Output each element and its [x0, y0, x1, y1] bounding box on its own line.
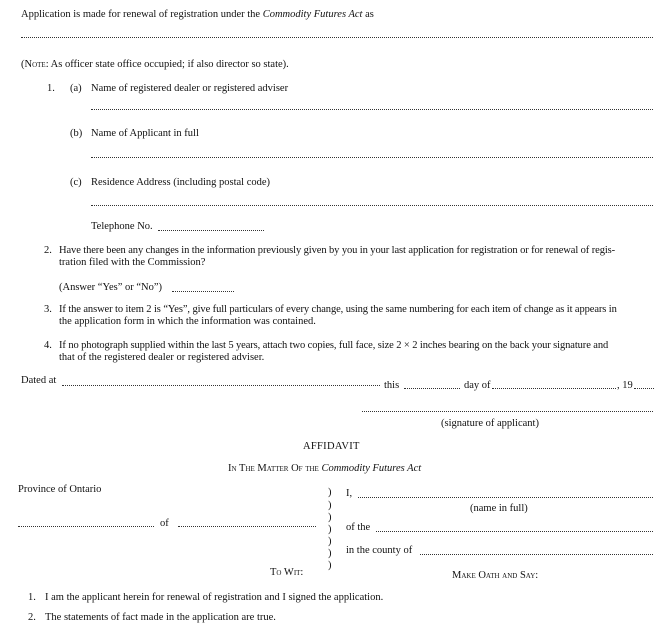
of-the-label: of the — [346, 522, 371, 533]
signature-field[interactable] — [362, 411, 653, 412]
province-label: Province of Ontario — [18, 484, 102, 495]
brace-paren: ) — [328, 560, 332, 571]
year-field[interactable] — [634, 388, 654, 389]
note: (Note: As officer state office occupied; if also director so state). — [21, 59, 289, 70]
intro-blank-line[interactable] — [21, 37, 653, 38]
telephone-field[interactable] — [158, 230, 264, 231]
telephone-label: Telephone No. — [91, 221, 153, 232]
year-prefix: , 19 — [617, 380, 633, 391]
item-1a-label: (a) — [70, 83, 82, 94]
item-2-line2: tration filed with the Commission? — [59, 257, 206, 268]
of-the-field[interactable] — [376, 531, 653, 532]
day-of-label: day of — [464, 380, 491, 391]
county-field[interactable] — [420, 554, 653, 555]
matter-line: In The Matter Of the Commodity Futures Act — [228, 463, 422, 474]
month-field[interactable] — [492, 388, 616, 389]
item-1b-text: Name of Applicant in full — [91, 128, 199, 139]
county-label: in the county of — [346, 545, 413, 556]
province-blank-field[interactable] — [18, 526, 154, 527]
item-2-line1: Have there been any changes in the information previously given by you in your last application for registration or for renewal of regis- — [59, 245, 616, 256]
signature-caption: (signature of applicant) — [441, 418, 539, 429]
item-3-line2: the application form in which the information was contained. — [59, 316, 316, 327]
brace-paren: ) — [328, 500, 332, 511]
affidavit-title: AFFIDAVIT — [303, 441, 360, 452]
brace-paren: ) — [328, 512, 332, 523]
brace-paren: ) — [328, 536, 332, 547]
day-field[interactable] — [404, 388, 460, 389]
brace-paren: ) — [328, 487, 332, 498]
item-1-number: 1. — [47, 83, 55, 94]
item-3-number: 3. — [44, 304, 52, 315]
statement-1-number: 1. — [28, 592, 36, 603]
of-field[interactable] — [178, 526, 316, 527]
brace-paren: ) — [328, 524, 332, 535]
residence-address-field[interactable] — [91, 205, 653, 206]
answer-label: (Answer “Yes” or “No”) — [59, 282, 163, 293]
item-1c-text: Residence Address (including postal code) — [91, 177, 271, 188]
dated-at-label: Dated at — [21, 375, 57, 386]
this-label: this — [384, 380, 400, 391]
item-4-number: 4. — [44, 340, 52, 351]
i-label: I, — [346, 488, 353, 499]
item-1b-label: (b) — [70, 128, 83, 139]
dated-at-field[interactable] — [62, 385, 380, 386]
applicant-name-field[interactable] — [91, 157, 653, 158]
item-1a-text: Name of registered dealer or registered adviser — [91, 83, 289, 94]
statement-1-text: I am the applicant herein for renewal of registration and I signed the application. — [45, 592, 384, 603]
dealer-name-field[interactable] — [91, 109, 653, 110]
affiant-name-field[interactable] — [358, 497, 653, 498]
intro-line: Application is made for renewal of registration under the Commodity Futures Act as — [21, 9, 374, 20]
brace-paren: ) — [328, 548, 332, 559]
answer-field[interactable] — [172, 291, 234, 292]
statement-2-text: The statements of fact made in the application are true. — [45, 612, 276, 623]
statement-2-number: 2. — [28, 612, 36, 623]
of-label: of — [160, 518, 169, 529]
act-name: Commodity Futures Act — [262, 9, 363, 20]
item-2-number: 2. — [44, 245, 52, 256]
name-in-full-caption: (name in full) — [470, 503, 528, 514]
to-wit-label: To Wit: — [270, 567, 304, 578]
item-4-line1: If no photograph supplied within the last 5 years, attach two copies, full face, size 2 × 2 inches bearing on the back your signature and — [59, 340, 609, 351]
item-1c-label: (c) — [70, 177, 82, 188]
item-3-line1: If the answer to item 2 is “Yes”, give full particulars of every change, using the same numbering for each item of change as it appears in — [59, 304, 617, 315]
item-4-line2: that of the registered dealer or registered adviser. — [59, 352, 265, 363]
make-oath-label: Make Oath and Say: — [452, 570, 539, 581]
